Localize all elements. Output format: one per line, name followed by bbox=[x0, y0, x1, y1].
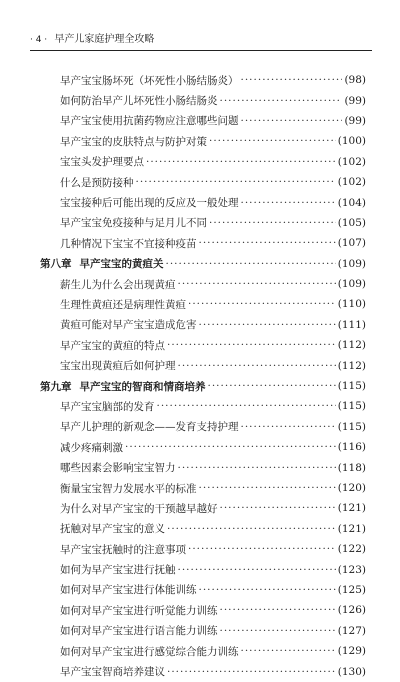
running-title: 早产儿家庭护理全攻略 bbox=[54, 34, 155, 45]
toc-entry-row bbox=[0, 396, 400, 416]
toc-chapter-title: 早产宝宝的黄疸关 bbox=[79, 258, 164, 271]
toc-chapter-heading bbox=[40, 379, 206, 394]
toc-entry-title: 如何防治早产儿坏死性小肠结肠炎 bbox=[60, 95, 218, 108]
toc-entry-title: 早产宝宝的黄疸的特点 bbox=[60, 339, 165, 352]
toc-leader-dots bbox=[209, 135, 336, 147]
toc-entry-title: 如何对早产宝宝进行体能训练 bbox=[60, 584, 197, 597]
toc-entry-row bbox=[0, 111, 400, 131]
toc-entry-row bbox=[0, 315, 400, 335]
toc-leader-dots bbox=[167, 339, 336, 351]
toc-entry-title: 如何对早产宝宝进行语言能力训练 bbox=[60, 625, 218, 638]
toc-entry-title: 宝宝头发护理要点 bbox=[60, 156, 144, 169]
toc-entry-title: 早产宝宝免疫接种与足月儿不同 bbox=[60, 217, 207, 230]
toc-entry-title: 黄疸可能对早产宝宝造成危害 bbox=[60, 319, 197, 332]
toc-leader-dots bbox=[188, 298, 336, 310]
toc-chapter-heading bbox=[40, 256, 164, 271]
table-of-contents bbox=[0, 70, 400, 682]
toc-page-number: (115) bbox=[337, 380, 366, 393]
toc-page-number: (116) bbox=[337, 441, 366, 454]
toc-leader-dots bbox=[167, 523, 336, 535]
toc-page-number: (127) bbox=[337, 624, 366, 637]
toc-chapter-row bbox=[0, 376, 400, 396]
toc-entry-title: 早产宝宝使用抗菌药物应注意哪些问题 bbox=[60, 115, 239, 128]
toc-page-number: (115) bbox=[337, 400, 366, 413]
toc-page-number: (121) bbox=[337, 502, 366, 515]
toc-entry-title: 薪生儿为什么会出现黄疸 bbox=[60, 278, 176, 291]
toc-leader-dots bbox=[188, 543, 336, 555]
toc-leader-dots bbox=[220, 625, 336, 637]
toc-page-number: (109) bbox=[337, 278, 366, 291]
toc-entry-row bbox=[0, 274, 400, 294]
toc-page-number: (115) bbox=[337, 420, 366, 433]
toc-entry-row bbox=[0, 294, 400, 314]
toc-leader-dots bbox=[146, 156, 336, 168]
toc-entry-row bbox=[0, 70, 400, 90]
toc-leader-dots bbox=[241, 115, 343, 127]
toc-entry-row bbox=[0, 152, 400, 172]
toc-leader-dots bbox=[178, 564, 336, 576]
toc-entry-title: 哪些因素会影响宝宝智力 bbox=[60, 462, 176, 475]
toc-leader-dots bbox=[178, 278, 336, 290]
toc-page-number: (109) bbox=[337, 257, 366, 270]
toc-leader-dots bbox=[178, 462, 336, 474]
toc-entry-title: 如何为早产宝宝进行抚触 bbox=[60, 564, 176, 577]
toc-entry-row bbox=[0, 335, 400, 355]
toc-leader-dots bbox=[220, 502, 336, 514]
toc-page-number: (105) bbox=[337, 216, 366, 229]
toc-leader-dots bbox=[199, 237, 336, 249]
toc-entry-row bbox=[0, 661, 400, 681]
toc-leader-dots bbox=[125, 441, 336, 453]
header-rule bbox=[30, 50, 372, 51]
toc-entry-row bbox=[0, 539, 400, 559]
toc-leader-dots bbox=[241, 74, 343, 86]
toc-leader-dots bbox=[199, 319, 336, 331]
toc-entry-row bbox=[0, 233, 400, 253]
toc-page-number: (112) bbox=[337, 359, 366, 372]
toc-page-number: (118) bbox=[337, 461, 366, 474]
toc-page-number: (121) bbox=[337, 522, 366, 535]
toc-page-number: (125) bbox=[337, 583, 366, 596]
toc-chapter-row bbox=[0, 254, 400, 274]
toc-page-number: (122) bbox=[337, 543, 366, 556]
toc-leader-dots bbox=[166, 258, 336, 270]
toc-entry-title: 早产宝宝的皮肤特点与防护对策 bbox=[60, 135, 207, 148]
toc-leader-dots bbox=[241, 421, 336, 433]
toc-entry-row bbox=[0, 417, 400, 437]
toc-entry-row bbox=[0, 355, 400, 375]
toc-leader-dots bbox=[220, 604, 336, 616]
toc-entry-row bbox=[0, 498, 400, 518]
toc-entry-row bbox=[0, 519, 400, 539]
toc-page-number: (98) bbox=[344, 74, 366, 87]
toc-leader-dots bbox=[167, 666, 336, 678]
toc-entry-row bbox=[0, 559, 400, 579]
toc-entry-row bbox=[0, 621, 400, 641]
toc-chapter-title: 早产宝宝的智商和情商培养 bbox=[79, 380, 206, 393]
toc-entry-title: 抚触对早产宝宝的意义 bbox=[60, 523, 165, 536]
toc-page-number: (107) bbox=[337, 237, 366, 250]
toc-entry-title: 生理性黄疸还是病理性黄疸 bbox=[60, 298, 186, 311]
toc-entry-title: 早产宝宝肠坏死（坏死性小肠结肠炎） bbox=[60, 74, 239, 87]
toc-page-number: (111) bbox=[337, 318, 366, 331]
toc-entry-row bbox=[0, 172, 400, 192]
toc-entry-row bbox=[0, 600, 400, 620]
toc-page-number: (100) bbox=[337, 135, 366, 148]
toc-entry-row bbox=[0, 437, 400, 457]
toc-leader-dots bbox=[241, 645, 336, 657]
toc-page-number: (120) bbox=[337, 482, 366, 494]
toc-page-number: (102) bbox=[337, 176, 366, 189]
toc-page-number: (123) bbox=[337, 563, 366, 576]
toc-entry-title: 如何对早产宝宝进行听觉能力训练 bbox=[60, 604, 218, 617]
toc-entry-title: 如何对早产宝宝进行感觉综合能力训练 bbox=[60, 645, 239, 658]
toc-entry-title: 早产宝宝智商培养建议 bbox=[60, 666, 165, 679]
toc-entry-row bbox=[0, 580, 400, 600]
toc-leader-dots bbox=[199, 584, 336, 596]
running-header bbox=[30, 33, 154, 47]
toc-entry-row bbox=[0, 457, 400, 477]
toc-entry-title: 减少疼痛刺激 bbox=[60, 441, 123, 454]
toc-entry-title: 宝宝出现黄疸后如何护理 bbox=[60, 360, 176, 373]
toc-page-number: (99) bbox=[344, 114, 366, 127]
toc-entry-row bbox=[0, 131, 400, 151]
toc-leader-dots bbox=[241, 197, 336, 209]
page-number: · 4 · bbox=[30, 35, 48, 45]
toc-entry-title: 宝宝接种后可能出现的反应及一般处理 bbox=[60, 197, 239, 210]
toc-page-number: (112) bbox=[337, 339, 366, 352]
toc-page-number: (102) bbox=[337, 155, 366, 168]
toc-entry-title: 早产宝宝抚触时的注意事项 bbox=[60, 543, 186, 556]
toc-leader-dots bbox=[209, 217, 336, 229]
toc-leader-dots bbox=[208, 380, 336, 392]
toc-page-number: (130) bbox=[337, 665, 366, 678]
toc-page-number: (110) bbox=[337, 298, 366, 311]
toc-entry-row bbox=[0, 641, 400, 661]
toc-leader-dots bbox=[220, 95, 343, 107]
toc-page-number: (126) bbox=[337, 604, 366, 617]
toc-chapter-number: 第八章 bbox=[40, 258, 72, 271]
toc-entry-row bbox=[0, 192, 400, 212]
toc-entry-title: 衡量宝宝智力发展水平的标准 bbox=[60, 482, 197, 495]
toc-page-number: (104) bbox=[337, 196, 366, 209]
toc-leader-dots bbox=[136, 176, 336, 188]
toc-entry-title: 早产儿护理的新观念——发育支持护理 bbox=[60, 421, 239, 434]
toc-entry-title: 早产宝宝脑部的发育 bbox=[60, 400, 155, 413]
toc-entry-row bbox=[0, 478, 400, 498]
toc-page-number: (129) bbox=[337, 645, 366, 658]
toc-entry-row bbox=[0, 90, 400, 110]
toc-entry-title: 什么是预防接种 bbox=[60, 176, 134, 189]
toc-entry-title: 为什么对早产宝宝的干预越早越好 bbox=[60, 502, 218, 515]
toc-chapter-number: 第九章 bbox=[40, 380, 72, 393]
toc-entry-title: 几种情况下宝宝不宜接种疫苗 bbox=[60, 237, 197, 250]
toc-entry-row bbox=[0, 213, 400, 233]
toc-leader-dots bbox=[199, 482, 336, 494]
toc-leader-dots bbox=[178, 360, 336, 372]
toc-leader-dots bbox=[157, 400, 336, 412]
toc-page-number: (99) bbox=[344, 94, 366, 107]
